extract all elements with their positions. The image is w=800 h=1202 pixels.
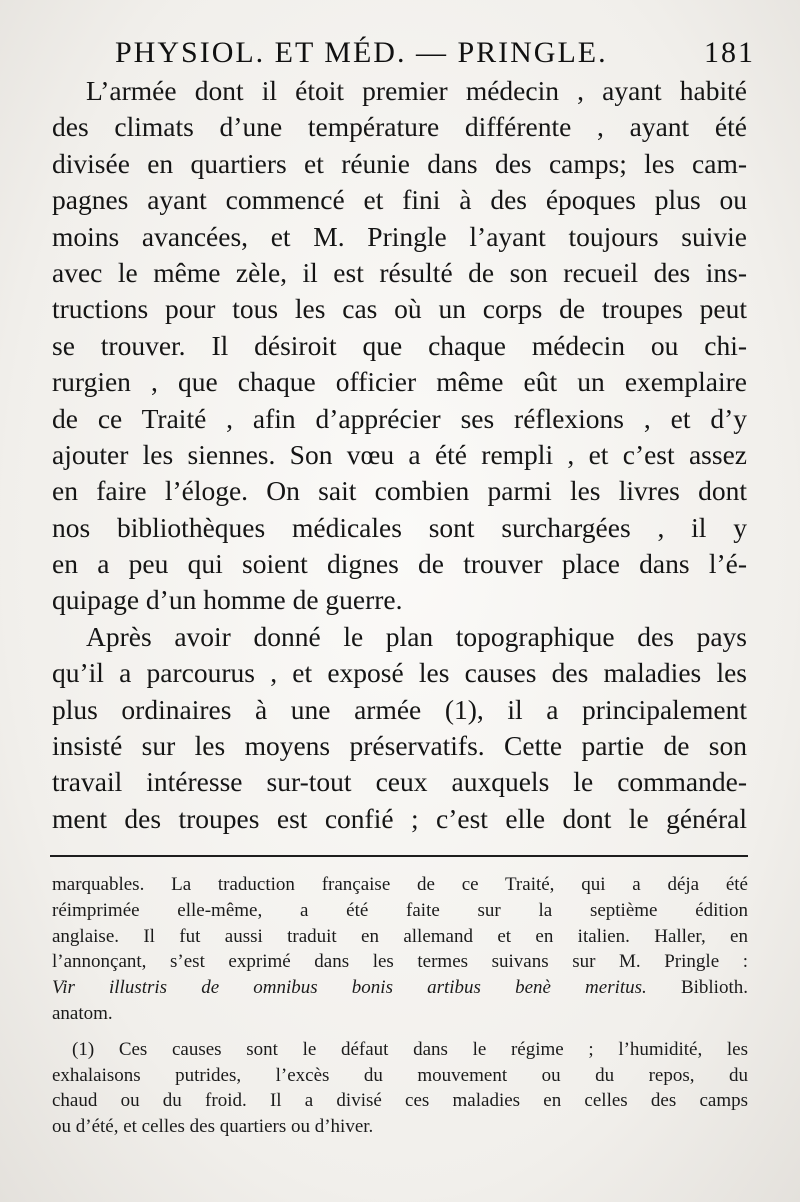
footnote-quote-source: Biblioth. xyxy=(646,977,748,999)
footnote-quote-italic: Vir illustris de omnibus bonis artibus benè meritus. xyxy=(52,977,647,999)
body-line: quipage d’un homme de guerre. xyxy=(52,584,403,616)
footnote-line: marquables. La traduction française de ce Traité, qui a déja été xyxy=(52,874,748,895)
body-line: des climats d’une température différente , ayant été xyxy=(52,111,747,143)
running-head xyxy=(115,36,755,70)
body-line: moins avancées, et M. Pringle l’ayant toujours suivie xyxy=(52,220,747,252)
body-line: insisté sur les moyens préservatifs. Cette partie de son xyxy=(52,730,747,762)
footnote-line: anatom. xyxy=(52,1002,113,1024)
footnotes xyxy=(52,872,748,1140)
body-line: pagnes ayant commencé et fini à des époques plus ou xyxy=(52,184,747,216)
body-line: se trouver. Il désiroit que chaque médecin ou chi- xyxy=(52,329,747,361)
running-head-title: PHYSIOL. ET MÉD. — PRINGLE. xyxy=(115,36,608,69)
body-line: en faire l’éloge. On sait combien parmi les livres dont xyxy=(52,475,747,507)
body-line: L’armée dont il étoit premier médecin , ayant habité xyxy=(86,75,747,106)
footnote-1-line: chaud ou du froid. Il a divisé ces maladies en celles des camps xyxy=(52,1090,748,1112)
page-number: 181 xyxy=(704,36,755,69)
footnote-line: l’annonçant, s’est exprimé dans les termes suivans sur M. Pringle : xyxy=(52,951,748,973)
footnote-rule xyxy=(50,855,748,857)
body-line: en a peu qui soient dignes de trouver place dans l’é- xyxy=(52,548,747,580)
body-text xyxy=(52,73,747,837)
body-line: qu’il a parcourus , et exposé les causes des maladies les xyxy=(52,657,747,689)
footnote-1-line: exhalaisons putrides, l’excès du mouvement ou du repos, du xyxy=(52,1064,748,1086)
body-line: de ce Traité , afin d’apprécier ses réflexions , et d’y xyxy=(52,402,747,434)
footnote-1-line: (1) Ces causes sont le défaut dans le régime ; l’humidité, les xyxy=(72,1038,748,1060)
footnote-quote-line xyxy=(52,975,748,1001)
body-line: Après avoir donné le plan topographique des pays xyxy=(86,620,747,652)
body-line: avec le même zèle, il est résulté de son recueil des ins- xyxy=(52,256,747,288)
body-line: nos bibliothèques médicales sont surchargées , il y xyxy=(52,511,747,543)
body-line: divisée en quartiers et réunie dans des camps; les cam- xyxy=(52,147,747,179)
body-line: ment des troupes est confié ; c’est elle dont le général xyxy=(52,802,747,834)
body-line: tructions pour tous les cas où un corps de troupes peut xyxy=(52,293,747,325)
body-line: rurgien , que chaque officier même eût un exemplaire xyxy=(52,366,747,398)
footnote-line: anglaise. Il fut aussi traduit en allemand et en italien. Haller, en xyxy=(52,925,748,947)
body-line: ajouter les siennes. Son vœu a été rempli , et c’est assez xyxy=(52,438,747,470)
footnote-1-line: ou d’été, et celles des quartiers ou d’hiver. xyxy=(52,1116,374,1138)
body-line: plus ordinaires à une armée (1), il a principalement xyxy=(52,693,747,725)
body-line: travail intéresse sur-tout ceux auxquels le commande- xyxy=(52,766,747,798)
footnote-line: réimprimée elle-même, a été faite sur la septième édition xyxy=(52,899,748,921)
